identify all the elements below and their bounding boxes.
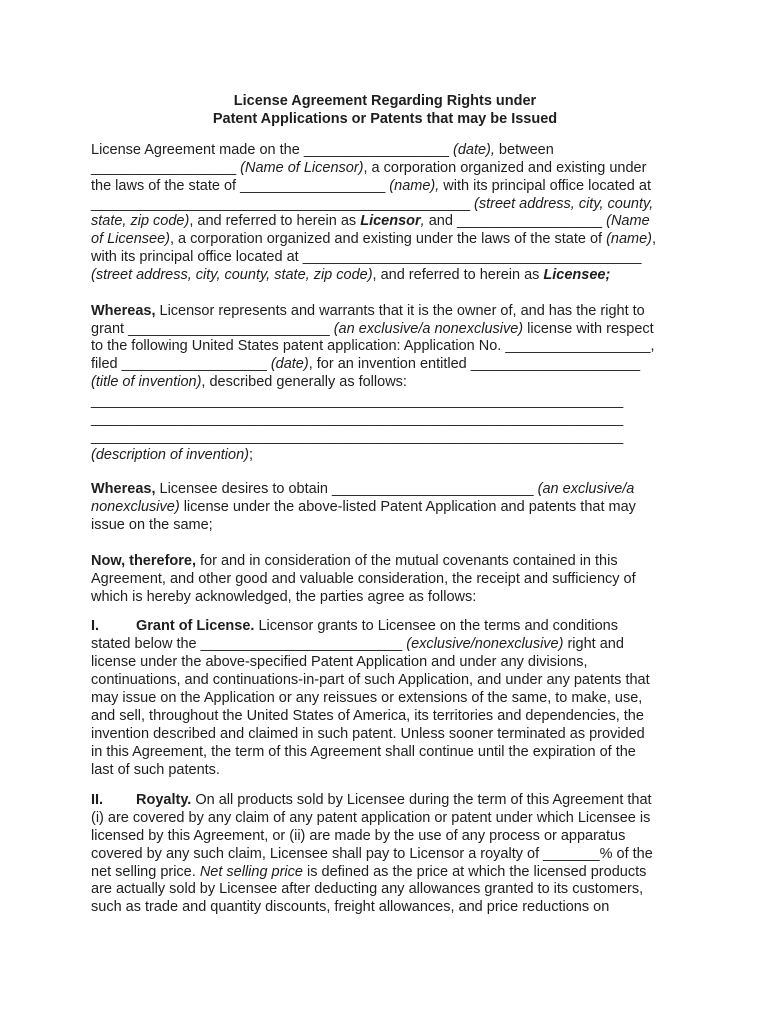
text-segment: (i) are covered by any claim of any patent application or patent under which Licensee is (91, 810, 651, 826)
text-segment: with its principal office located at (439, 178, 651, 194)
fill-in-blank[interactable]: _____________________ (470, 356, 641, 372)
document-line (91, 338, 655, 355)
document-line (91, 142, 554, 159)
document-line (91, 429, 623, 446)
document-line (91, 196, 653, 213)
text-segment: , and referred to herein as (372, 267, 544, 283)
document-line (91, 881, 643, 898)
document-title-line-2: Patent Applications or Patents that may be Issued (212, 111, 558, 127)
text-segment: and (424, 213, 457, 229)
document-line (91, 810, 650, 827)
text-segment: issue on the same; (91, 517, 213, 533)
text-segment: (date), (448, 142, 495, 158)
text-segment: and sell, throughout the United States of America, its territories and dependencies, the (91, 708, 644, 724)
text-segment: Now, therefore, (91, 553, 197, 569)
document-title-line-1: License Agreement Regarding Rights under (233, 93, 537, 109)
text-segment: stated below the (91, 636, 201, 652)
text-segment: filed (91, 356, 122, 372)
document-line (91, 571, 636, 588)
text-segment: for and in consideration of the mutual covenants contained in this (196, 553, 618, 569)
document-line (91, 517, 213, 534)
text-segment: which is hereby acknowledged, the parties agree as follows: (91, 589, 477, 605)
text-segment: license under the above-listed Patent Application and patents that may (179, 499, 636, 515)
text-segment: , (650, 338, 655, 354)
text-segment: Licensee; (543, 267, 611, 283)
text-segment: covered by any such claim, Licensee shall pay to Licensor a royalty of (91, 846, 544, 862)
text-segment: Whereas, (91, 303, 156, 319)
text-segment: (name), (385, 178, 440, 194)
text-segment: Licensor grants to Licensee on the terms and conditions (254, 618, 618, 634)
document-line (91, 618, 618, 635)
text-segment: are actually sold by Licensee after deducting any allowances granted to its customers, (91, 881, 644, 897)
text-segment: , (420, 213, 425, 229)
text-segment: to the following United States patent application: Application No. (91, 338, 506, 354)
document-line (91, 792, 652, 809)
fill-in-blank[interactable]: _________________________ (200, 636, 403, 652)
text-segment: the laws of the state of (91, 178, 241, 194)
fill-in-blank[interactable]: _________________________ (332, 481, 534, 497)
fill-in-blank[interactable]: __________________ (505, 338, 651, 354)
document-line (91, 267, 610, 284)
document-line (91, 178, 651, 195)
text-segment: Net selling price (199, 864, 303, 880)
text-segment: On all products sold by Licensee during the term of this Agreement that (191, 792, 652, 808)
text-segment: , for an invention entitled (308, 356, 471, 372)
text-segment: continuations, and continuations-in-part of such Application, and under any patents that (91, 672, 650, 688)
text-segment: (title of invention) (91, 374, 202, 390)
fill-in-blank[interactable]: __________________________________________________________________ (91, 393, 624, 409)
text-segment: Licensor represents and warrants that it is the owner of, and has the right to (155, 303, 645, 319)
text-segment: Licensee desires to obtain (155, 481, 333, 497)
section-number: I. (91, 618, 100, 634)
text-segment: may issue on the Application or any reissues or extensions of the same, to make, use, (91, 690, 643, 706)
text-segment: between (494, 142, 554, 158)
text-segment: (name) (606, 231, 653, 247)
text-segment: licensed by this Agreement, or (ii) are made by the use of any process or apparatus (91, 828, 626, 844)
text-segment: Grant of License. (136, 618, 255, 634)
text-segment: Licensor (360, 213, 421, 229)
fill-in-blank[interactable]: _______________________________________________ (91, 196, 471, 212)
text-segment: License Agreement made on the (91, 142, 304, 158)
document-line (91, 393, 623, 410)
text-segment: ; (248, 447, 254, 463)
document-line (91, 899, 609, 916)
fill-in-blank[interactable]: __________________ (303, 142, 449, 158)
text-segment: Agreement, and other good and valuable consideration, the receipt and sufficiency of (91, 571, 636, 587)
text-segment: state, zip code) (91, 213, 190, 229)
document-line (91, 303, 645, 320)
document-line (91, 672, 650, 689)
document-line (91, 231, 656, 248)
text-segment: (Name of Licensor) (236, 160, 364, 176)
document-line (91, 864, 646, 881)
document-line (91, 374, 407, 391)
fill-in-blank[interactable]: __________________ (121, 356, 267, 372)
text-segment: (street address, city, county, (470, 196, 654, 212)
document-line (91, 356, 640, 373)
document-line (91, 160, 646, 177)
text-segment: with its principal office located at (91, 249, 303, 265)
document-line (91, 636, 624, 653)
fill-in-blank[interactable]: __________________________________________ (302, 249, 642, 265)
document-line (91, 708, 644, 725)
text-segment: net selling price. (91, 864, 200, 880)
fill-in-blank[interactable]: _______ (543, 846, 600, 862)
document-line (91, 321, 654, 338)
document-line (91, 744, 636, 761)
fill-in-blank[interactable]: __________________ (240, 178, 386, 194)
text-segment: such as trade and quantity discounts, freight allowances, and price reductions on (91, 899, 610, 915)
text-segment: (exclusive/nonexclusive) (402, 636, 564, 652)
text-segment: license under the above-specified Patent Application and under any divisions, (91, 654, 588, 670)
text-segment: Whereas, (91, 481, 156, 497)
fill-in-blank[interactable]: _________________________ (128, 321, 330, 337)
document-line (91, 690, 642, 707)
text-segment: of Licensee) (91, 231, 170, 247)
text-segment: (street address, city, county, state, zip code) (91, 267, 373, 283)
text-segment: (date) (266, 356, 309, 372)
fill-in-blank[interactable]: __________________________________________________________________ (91, 429, 624, 445)
text-segment: is defined as the price at which the licensed products (302, 864, 647, 880)
text-segment: , a corporation organized and existing under (363, 160, 647, 176)
text-segment: , a corporation organized and existing under the laws of the state of (170, 231, 607, 247)
text-segment: % of the (599, 846, 653, 862)
text-segment: license with respect (523, 321, 654, 337)
fill-in-blank[interactable]: __________________ (456, 213, 603, 229)
document-line (91, 499, 636, 516)
text-segment: right and (563, 636, 624, 652)
document-line (91, 553, 618, 570)
document-line (91, 726, 645, 743)
text-segment: (an exclusive/a (533, 481, 635, 497)
document-line (91, 249, 641, 266)
text-segment: grant (91, 321, 129, 337)
text-segment: invention described and claimed in such patent. Unless sooner terminated as provided (91, 726, 645, 742)
text-segment: , (652, 231, 657, 247)
document-line (91, 762, 220, 779)
text-segment: nonexclusive) (91, 499, 180, 515)
document-line (91, 447, 253, 464)
text-segment: in this Agreement, the term of this Agreement shall continue until the expiration of the (91, 744, 636, 760)
text-segment: (description of invention) (91, 447, 249, 463)
text-segment: , and referred to herein as (189, 213, 361, 229)
text-segment: Royalty. (136, 792, 192, 808)
document-line (91, 411, 623, 428)
section-number: II. (91, 792, 104, 808)
document-line (91, 481, 634, 498)
document-line (91, 589, 476, 606)
document-line (91, 213, 650, 230)
document-line (91, 846, 653, 863)
text-segment: , described generally as follows: (201, 374, 407, 390)
document-line (91, 654, 588, 671)
text-segment: last of such patents. (91, 762, 220, 778)
text-segment: (Name (602, 213, 650, 229)
fill-in-blank[interactable]: __________________ (91, 160, 237, 176)
document-line (91, 828, 625, 845)
text-segment: (an exclusive/a nonexclusive) (329, 321, 524, 337)
fill-in-blank[interactable]: __________________________________________________________________ (91, 411, 624, 427)
